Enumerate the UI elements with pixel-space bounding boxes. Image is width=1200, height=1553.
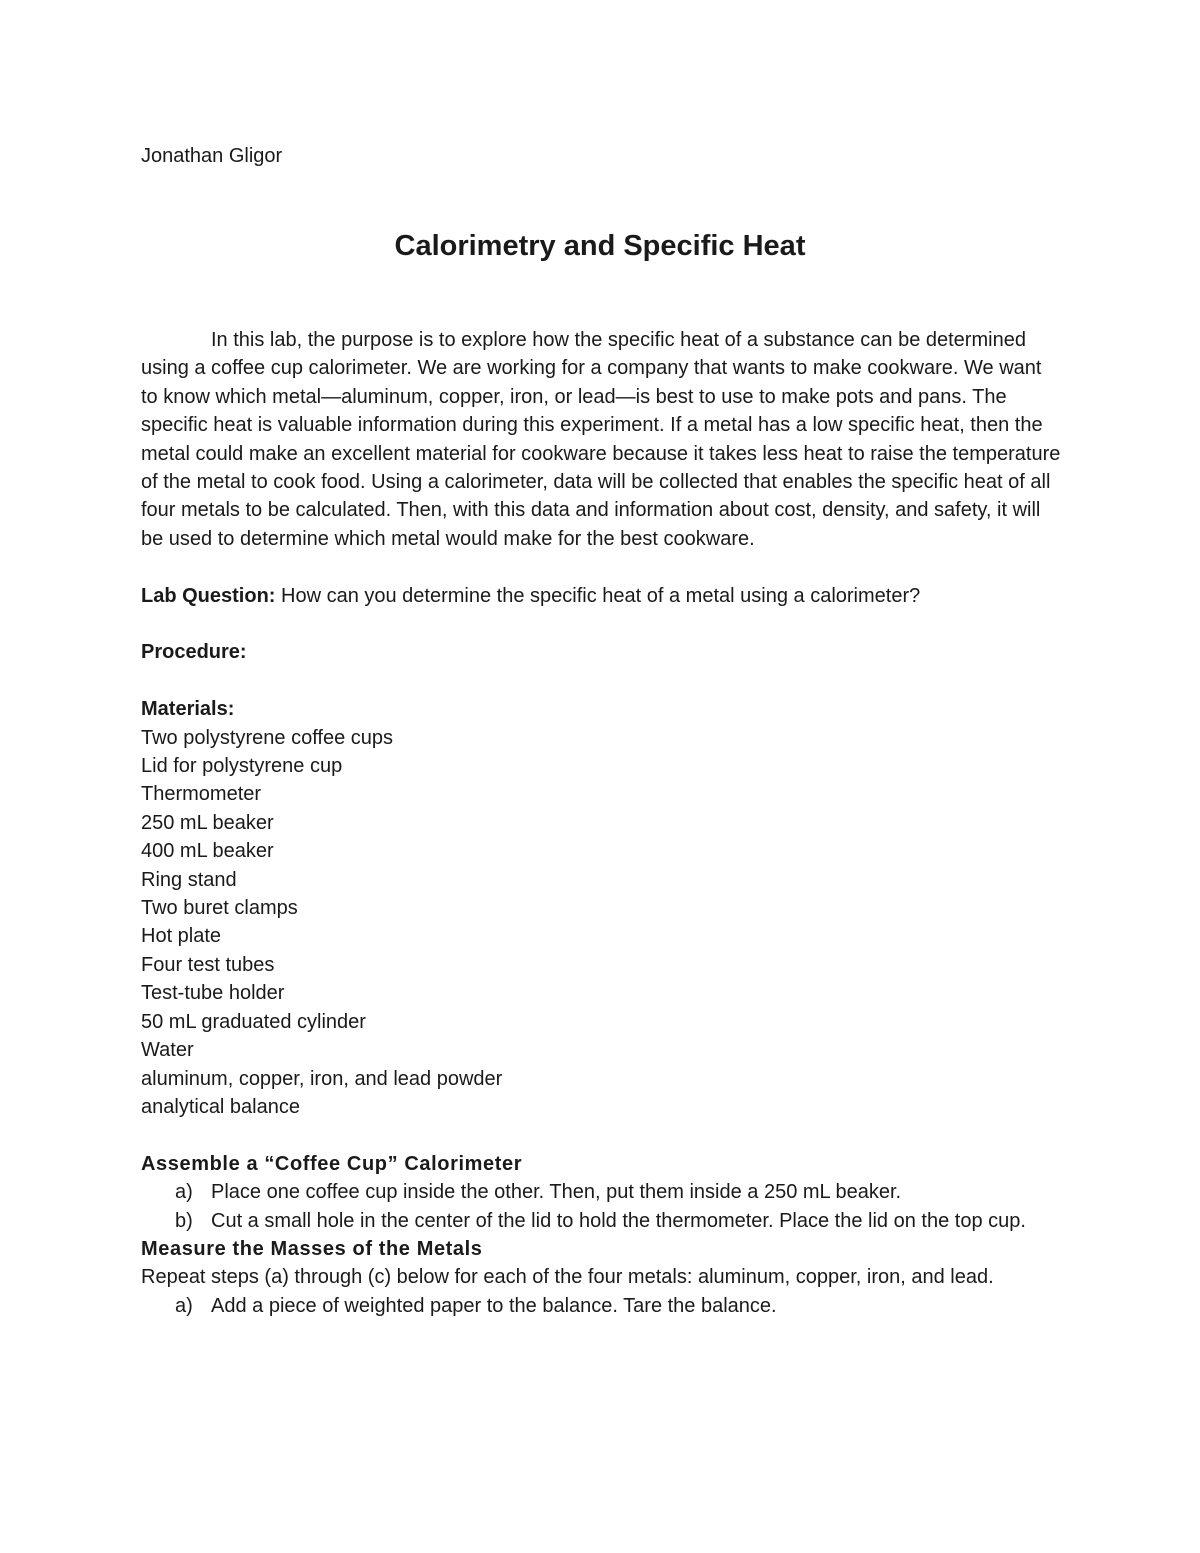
material-item: 250 mL beaker: [141, 811, 274, 834]
intro-paragraph: In this lab, the purpose is to explore how the specific heat of a substance can be determined using a coffee cup calorimeter. We are working for a company that wants to make cookware. We want to know which metal—aluminum, copper, iron, or lead—is best to use to make pots and pans. The specific heat is valuable information during this experiment. If a metal has a low specific heat, then the metal could make an excellent material for cookware because it takes less heat to raise the temperature of the metal to cook food. Using a calorimeter, data will be collected that enables the specific heat of all four metals to be calculated. Then, with this data and information about cost, density, and safety, it will be used to determine which metal would make for the best cookware.: [141, 329, 1061, 550]
spacer: [141, 1121, 1061, 1149]
step-marker: a): [175, 1294, 193, 1317]
material-item: Two polystyrene coffee cups: [141, 726, 393, 749]
author-name: Jonathan Gligor: [141, 145, 283, 167]
assemble-heading-text: Assemble a “Coffee Cup” Calorimeter: [141, 1152, 523, 1175]
material-item: Hot plate: [141, 925, 222, 948]
procedure-heading-text: Procedure:: [141, 641, 247, 664]
step-marker: b): [175, 1209, 193, 1232]
material-item: 400 mL beaker: [141, 840, 274, 863]
material-item: Water: [141, 1039, 194, 1062]
assemble-step: [141, 1207, 1061, 1235]
material-item: Ring stand: [141, 868, 237, 891]
material-item: Two buret clamps: [141, 897, 298, 920]
spacer: [141, 553, 1061, 581]
material-item: 50 mL graduated cylinder: [141, 1010, 366, 1033]
step-marker: a): [175, 1181, 193, 1204]
materials-list: [141, 724, 1061, 1122]
procedure-heading: [141, 638, 1061, 666]
document-title: Calorimetry and Specific Heat: [394, 230, 806, 262]
material-item: Test-tube holder: [141, 982, 285, 1005]
lab-question-label: Lab Question:: [141, 584, 276, 607]
material-item: Lid for polystyrene cup: [141, 755, 343, 778]
document-body: [141, 326, 1061, 1320]
material-item: analytical balance: [141, 1095, 300, 1118]
spacer: [141, 610, 1061, 638]
materials-heading-text: Materials:: [141, 698, 235, 721]
lab-question-text: How can you determine the specific heat of a metal using a calorimeter?: [275, 584, 921, 607]
measure-intro: Repeat steps (a) through (c) below for each of the four metals: aluminum, copper, iron, and lead.: [141, 1266, 994, 1289]
step-text: Add a piece of weighted paper to the balance. Tare the balance.: [211, 1294, 777, 1317]
measure-steps: [141, 1292, 1061, 1320]
step-text: Place one coffee cup inside the other. Then, put them inside a 250 mL beaker.: [211, 1181, 902, 1204]
step-text: Cut a small hole in the center of the lid to hold the thermometer. Place the lid on the top cup.: [211, 1209, 1026, 1232]
material-item: aluminum, copper, iron, and lead powder: [141, 1067, 503, 1090]
assemble-step: [141, 1178, 1061, 1206]
material-item: Thermometer: [141, 783, 262, 806]
measure-heading: [141, 1235, 1061, 1263]
lab-question: [141, 582, 1061, 610]
spacer: [141, 667, 1061, 695]
assemble-steps: [141, 1178, 1061, 1235]
materials-heading: [141, 695, 1061, 723]
assemble-heading: [141, 1150, 1061, 1178]
material-item: Four test tubes: [141, 953, 275, 976]
measure-heading-text: Measure the Masses of the Metals: [141, 1237, 483, 1260]
measure-step: [141, 1292, 1061, 1320]
